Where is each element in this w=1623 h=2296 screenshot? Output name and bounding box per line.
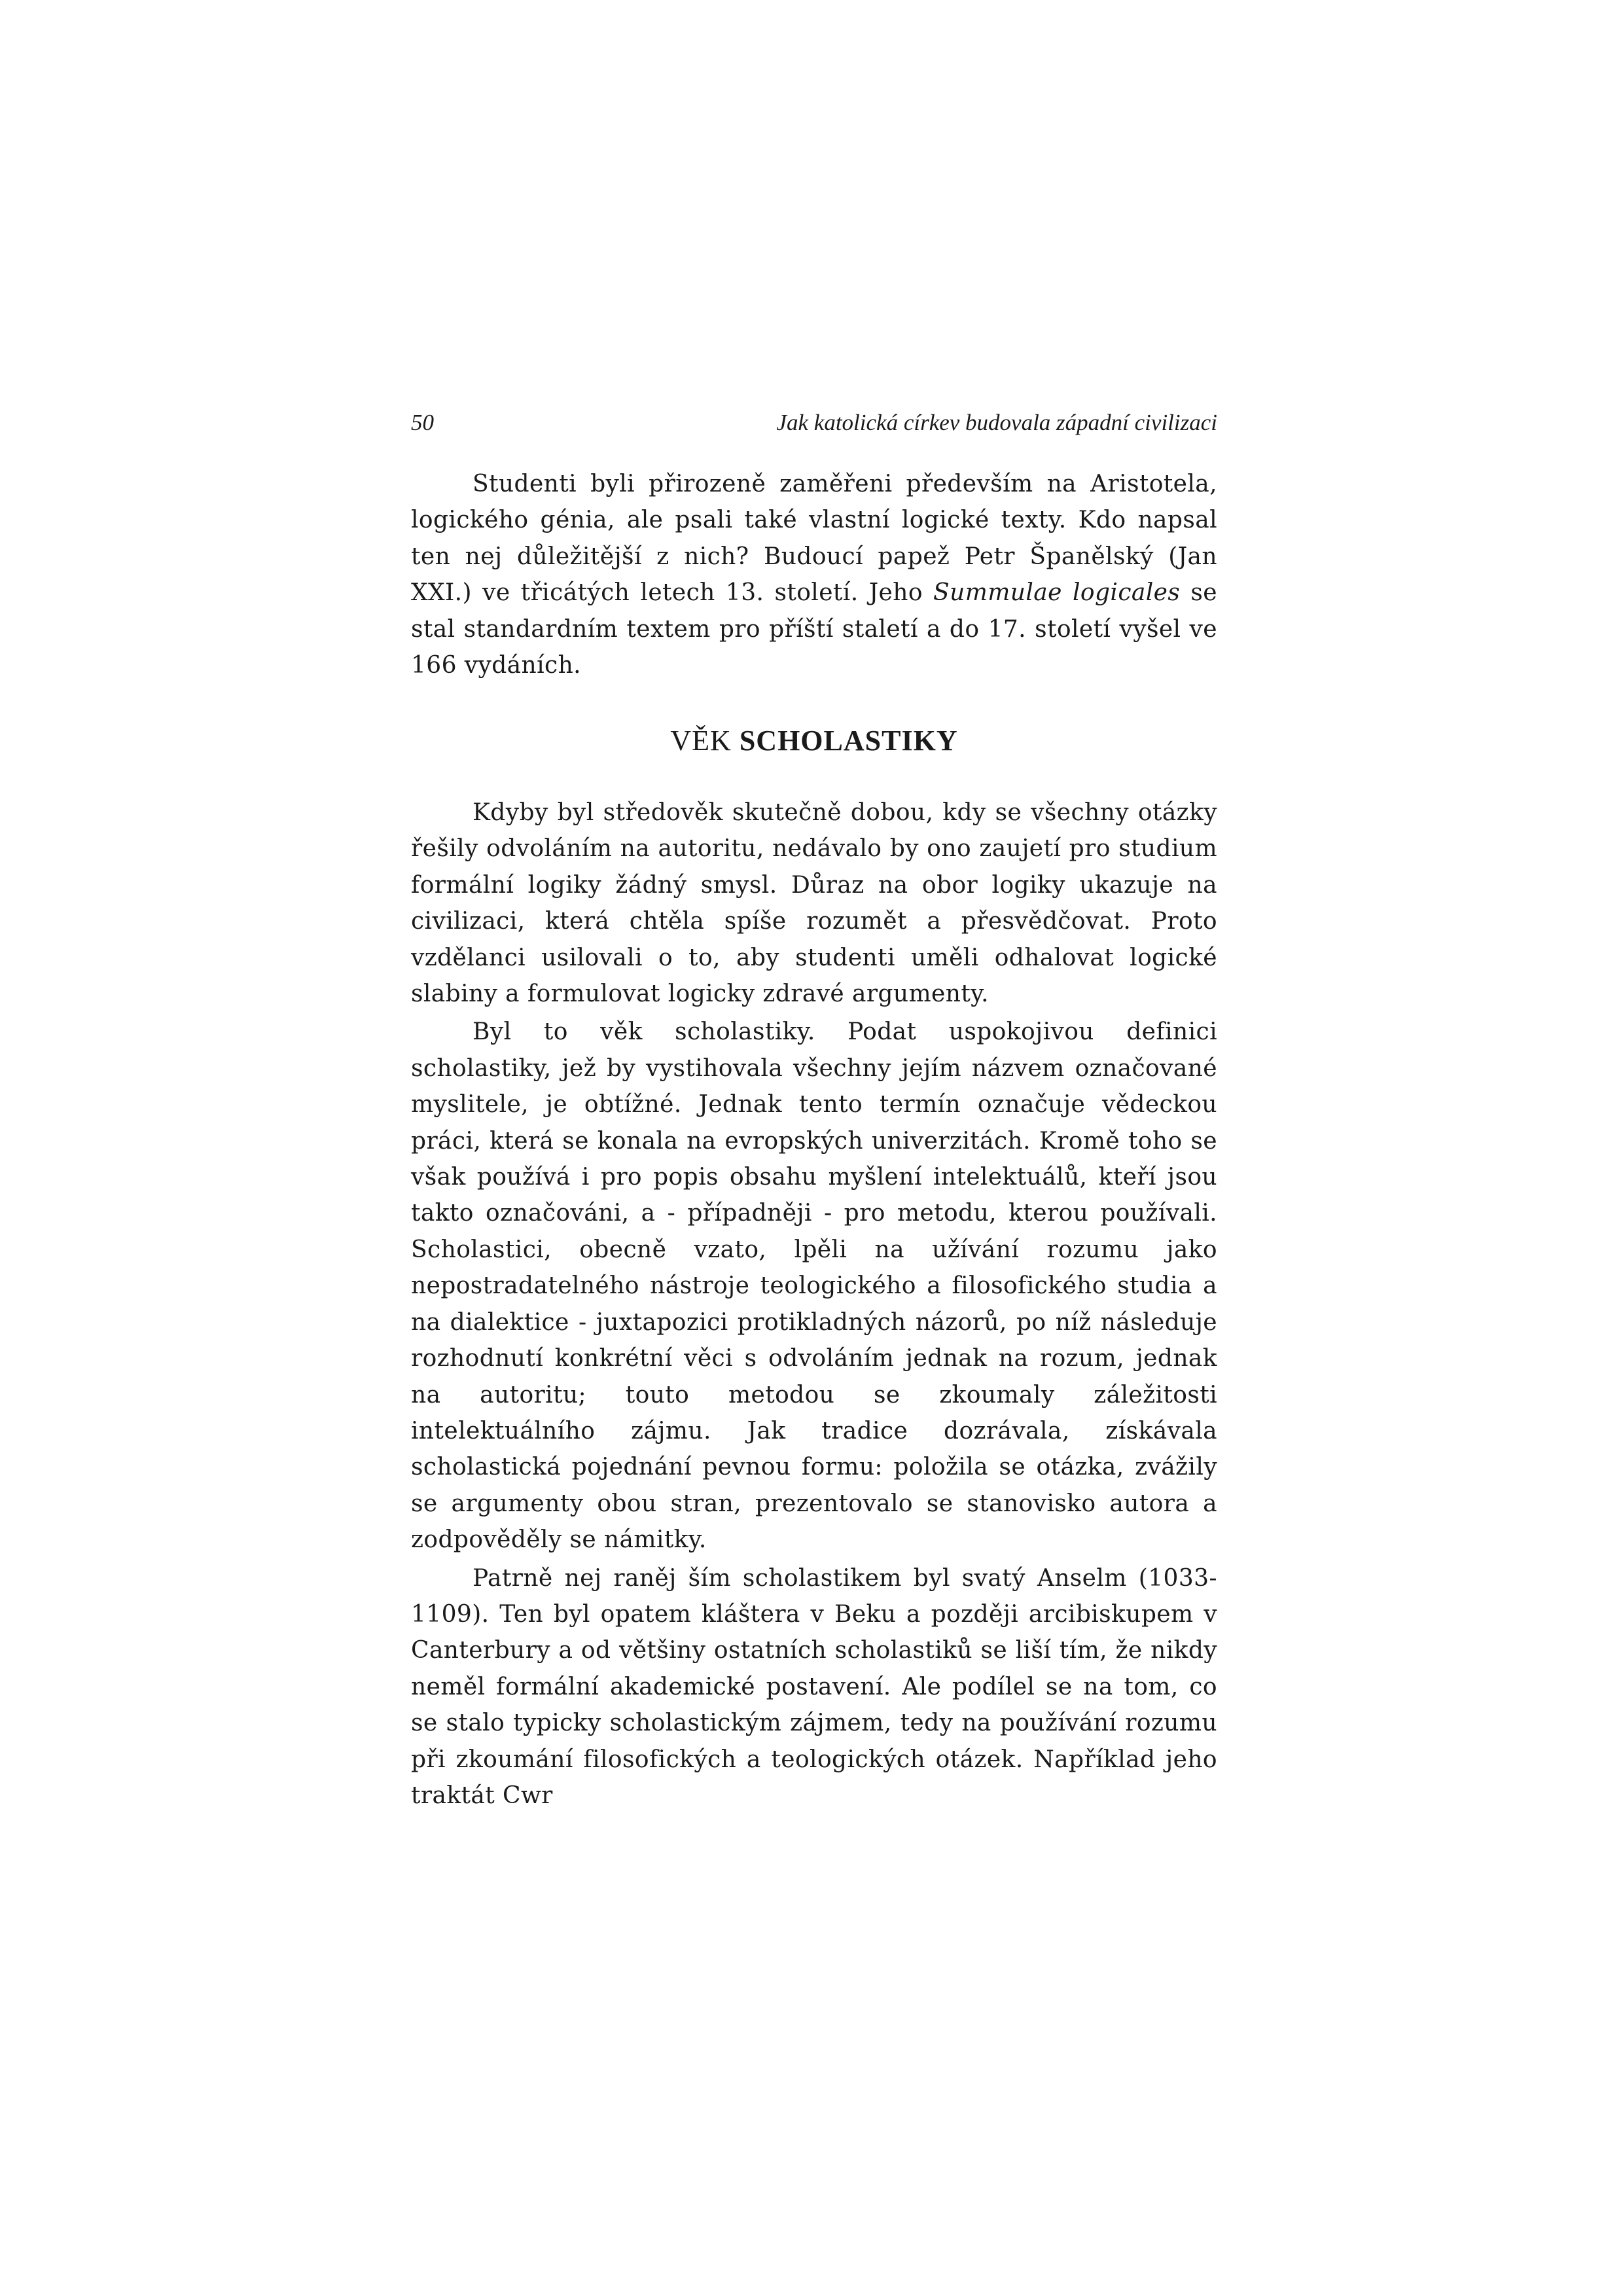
body-paragraph: Patrně nej raněj ším scholastikem byl svatý Anselm (1033-1109). Ten byl opatem kláštera v Beku a později arcibiskupem v Canterbury a od většiny ostatních scholastiků se liší tím, že nikdy neměl formální akademické postavení. Ale podílel se na tom, co se stalo typicky scholastickým zájmem, tedy na používání rozumu při zkoumání filosofických a teologických otázek. Například jeho traktát Cwr — [411, 1564, 1217, 1809]
intro-text-after-title: se stal standardním textem pro příští staletí a do 17. století vyšel ve 166 vydáních. — [411, 579, 1217, 679]
work-title: Summulae logicales — [933, 579, 1181, 607]
page-number: 50 — [411, 410, 434, 435]
intro-paragraph — [411, 466, 1217, 683]
section-text-block — [411, 795, 1217, 1814]
intro-text-before-title: Studenti byli přirozeně zaměřeni především na Aristotela, logického génia, ale psali také vlastní logické texty. Kdo napsal ten nej důležitější z nich? Budoucí papež Petr Španělský (Jan XXI.) ve třicátých letech 13. století. Jeho — [411, 471, 1217, 607]
body-paragraph: Kdyby byl středověk skutečně dobou, kdy se všechny otázky řešily odvoláním na autoritu, nedávalo by ono zaujetí pro studium formální logiky žádný smysl. Důraz na obor logiky ukazuje na civilizaci, která chtěla spíše rozumět a přesvědčovat. Proto vzdělanci usilovali o to, aby studenti uměli odhalovat logické slabiny a formulovat logicky zdravé argumenty. — [411, 799, 1217, 1008]
body-paragraph: Byl to věk scholastiky. Podat uspokojivou definici scholastiky, jež by vystihovala všechny jejím názvem označované myslitele, je obtížné. Jednak tento termín označuje vědeckou práci, která se konala na evropských univerzitách. Kromě toho se však používá i pro popis obsahu myšlení intelektuálů, kteří jsou takto označováni, a - případněji - pro metodu, kterou používali. Scholastici, obecně vzato, lpěli na užívání rozumu jako nepostradatelného nástroje teologického a filosofického studia a na dialektice - juxtapozici protikladných názorů, po níž následuje rozhodnutí konkrétní věci s odvoláním jednak na rozum, jednak na autoritu; touto metodou se zkoumaly záležitosti intelektuálního zájmu. Jak tradice dozrávala, získávala scholastická pojednání pevnou formu: položila se otázka, zvážily se argumenty obou stran, prezentovalo se stanovisko autora a zodpověděly se námitky. — [411, 1018, 1217, 1554]
section-heading-part2: SCHOLASTIKY — [739, 725, 958, 757]
running-head — [411, 404, 1217, 444]
book-title: Jak katolická církev budovala západní civilizaci — [776, 410, 1217, 435]
section-heading — [411, 724, 1217, 757]
intro-text-block — [411, 466, 1217, 683]
section-heading-part1: VĚK — [670, 725, 732, 757]
